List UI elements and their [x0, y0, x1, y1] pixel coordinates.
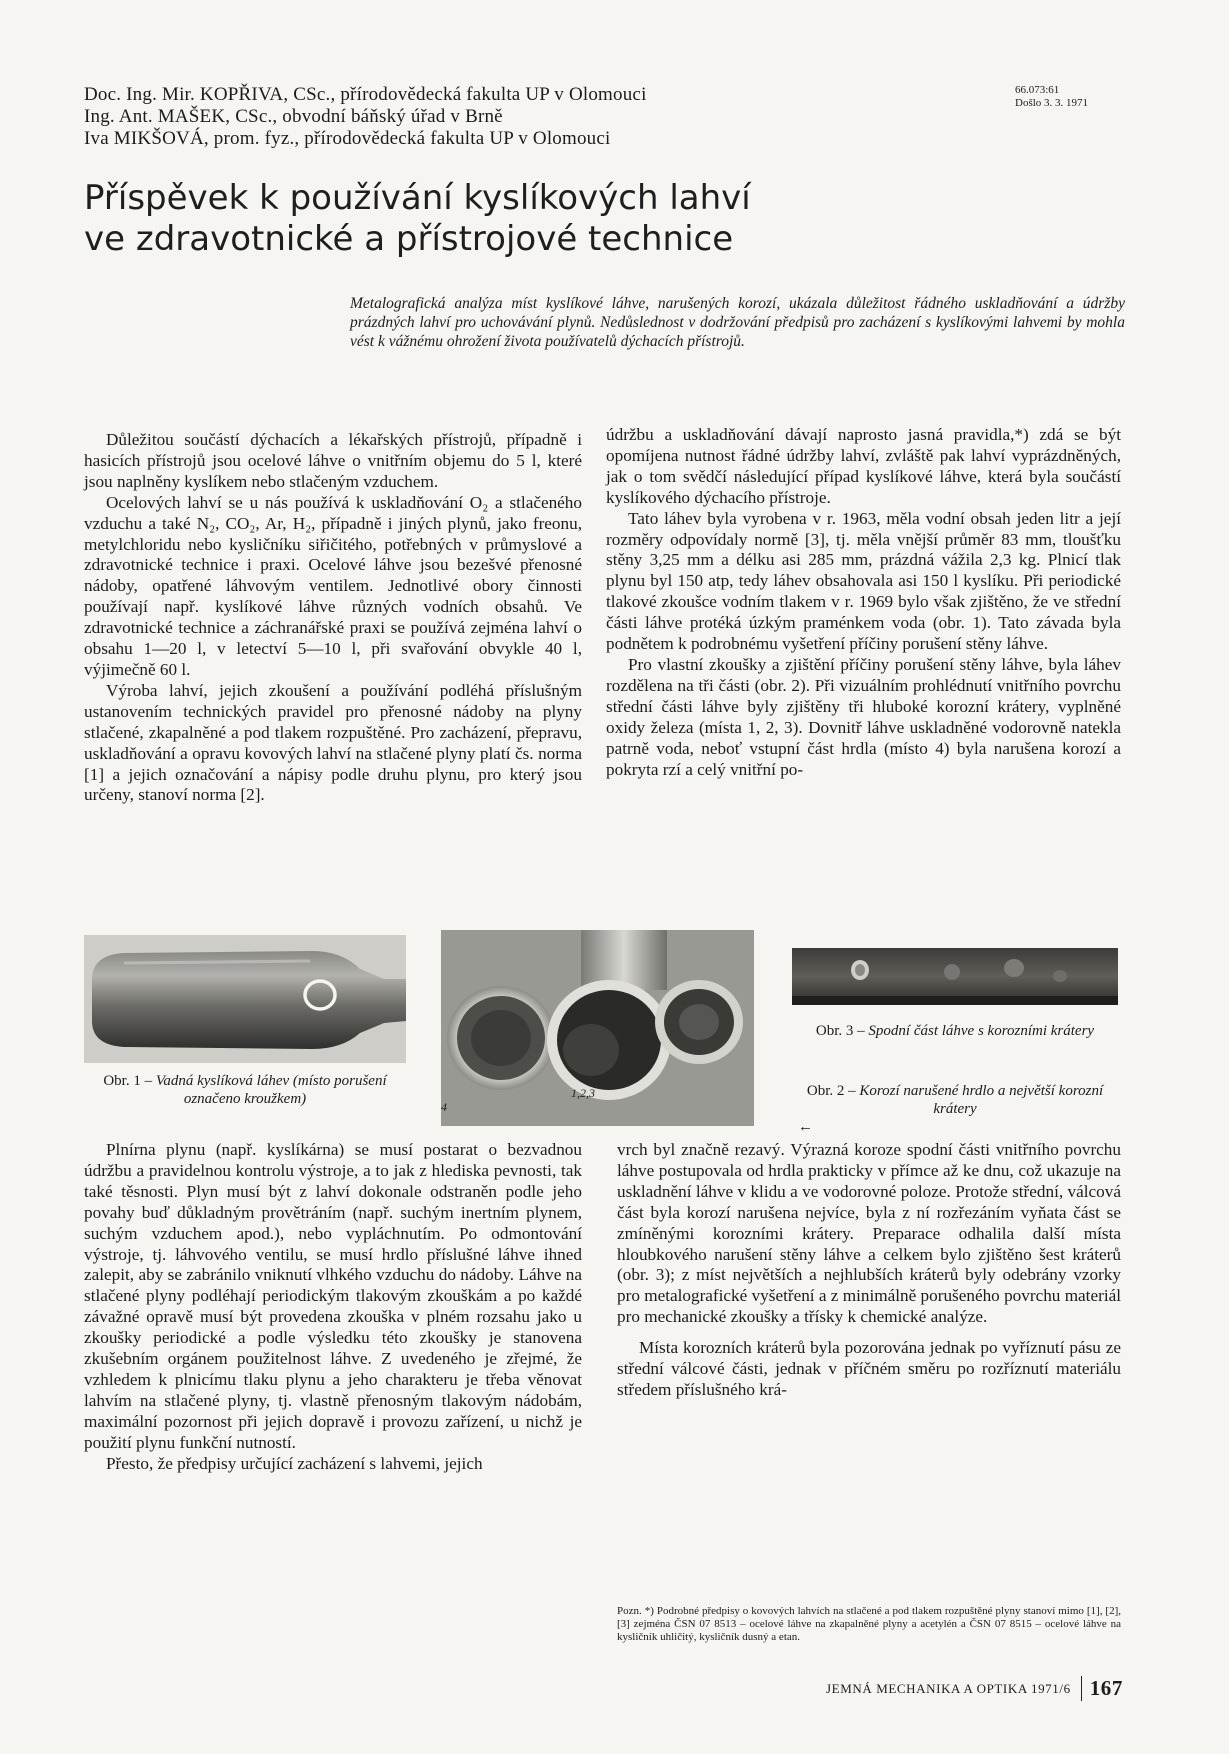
- author-line: Doc. Ing. Mir. KOPŘIVA, CSc., přírodovědecká fakulta UP v Olomouci: [84, 84, 647, 105]
- caption-text: – Vadná kyslíková láhev (místo porušení označeno kroužkem): [144, 1073, 387, 1107]
- received-date: Došlo 3. 3. 1971: [1015, 97, 1089, 109]
- figure-3-caption: [792, 1022, 1118, 1040]
- caption-text: – Korozí narušené hrdlo a největší korozní krátery: [848, 1083, 1104, 1117]
- body-column-2: [606, 425, 1121, 780]
- figure-1-caption: [84, 1072, 406, 1108]
- left-arrow-icon: ←: [798, 1119, 813, 1135]
- title-line: ve zdravotnické a přístrojové technice: [84, 219, 734, 259]
- author-list: [84, 84, 864, 150]
- paragraph: údržbu a uskladňování dávají naprosto jasná pravidla,*) zdá se být opomíjena nutnost řádné údržby lahví, zvláště pak lahví vyprázdněných, jak o tom svědčí následující případ kyslíkové láhve, která byla součástí kyslíkového dýchacího přístroje.: [606, 425, 1121, 507]
- journal-name: JEMNÁ MECHANIKA A OPTIKA 1971/6: [826, 1680, 1071, 1696]
- page-footer: [826, 1676, 1123, 1701]
- classification-code: 66.073:61: [1015, 84, 1060, 96]
- figure-2-photo: [441, 930, 754, 1126]
- caption-text: – Spodní část láhve s korozními krátery: [857, 1023, 1095, 1039]
- cut-bottle-parts-image: [441, 930, 754, 1126]
- paragraph: Přesto, že předpisy určující zacházení s lahvemi, jejich: [106, 1453, 483, 1473]
- paragraph: vrch byl značně rezavý. Výrazná koroze spodní části vnitřního povrchu láhve postupovala od hrdla prakticky v přímce až ke dnu, což ukazuje na uskladnění láhve v klidu a ve vodorovné poloze. Protože střední, válcová část byla korozí narušena nejvíce, byla z ní rozřezáním vyňata část se zmíněnými korozními krátery. Preparace odhalila další místa hloubkového narušení stěny láhve a celkem bylo zjištěno šest kráterů (obr. 3); z míst největších a nejhlubších kráterů byly odebrány vzorky pro metalografické vyšetření a z minimálně porušeného povrchu materiál pro mechanické zkoušky a třísky k chemické analýze.: [617, 1140, 1121, 1327]
- paragraph: Místa korozních kráterů byla pozorována jednak po vyříznutí pásu ze střední válcové části, jednak v příčném směru po rozříznutí materiálu středem příslušného krá-: [617, 1338, 1121, 1399]
- article-title: [84, 178, 1084, 260]
- body-column-4: [617, 1140, 1121, 1401]
- footnote: Pozn. *) Podrobné předpisy o kovových lahvích na stlačené a pod tlakem rozpuštěné plyny stanoví mimo [1], [2], [3] zejména ČSN 07 8513 – ocelové láhve na zkapalněné plyny a acetylén a ČSN 07 8515 – ocelové láhve na kysličník uhličitý, kysličník dusný a etan.: [617, 1605, 1121, 1643]
- figure-1-photo: [84, 935, 406, 1063]
- abstract: Metalografická analýza míst kyslíkové láhve, narušených korozí, ukázala důležitost řádného uskladňování a údržby prázdných lahví pro uchovávání plynů. Nedůslednost v dodržování předpisů pro zacházení s kyslíkovými lahvemi by mohla vést k vážnému ohrožení života používatelů dýchacích přístrojů.: [350, 295, 1125, 350]
- body-column-3: [84, 1140, 582, 1475]
- figure-label: Obr. 1: [103, 1073, 141, 1089]
- figure-2-mark-4: 4: [441, 1100, 447, 1114]
- paragraph: Pro vlastní zkoušky a zjištění příčiny porušení stěny láhve, byla láhev rozdělena na tři části (obr. 2). Při vizuálním prohlédnutí vnitřního povrchu střední části láhve byly zjištěny tři hluboké korozní krátery, vyplněné oxidy železa (místa 1, 2, 3). Dovnitř láhve uskladněné vodorovně natekla patrně voda, neboť vstupní část hrdla (místo 4) byla narušena korozí a pokryta rzí a celý vnitřní po-: [606, 654, 1121, 779]
- figure-3-photo: [792, 948, 1118, 1005]
- author-line: Ing. Ant. MAŠEK, CSc., obvodní báňský úřad v Brně: [84, 106, 503, 127]
- figure-label: Obr. 2: [806, 1083, 845, 1099]
- body-column-1: [84, 430, 582, 806]
- paragraph: Tato láhev byla vyrobena v r. 1963, měla vodní obsah jeden litr a její rozměry odpovídaly normě [3], tj. měla vnější průměr 83 mm, tloušťku stěny 3,25 mm a délku asi 285 mm, prázdná vážila 2,3 kg. Plnicí tlak plynu byl 150 atp, tedy láhev obsahovala asi 150 l kyslíku. Při periodické tlakové zkoušce vodním tlakem v r. 1969 bylo však zjištěno, že ve střední části láhve protéká úzkým praménkem voda (obr. 1). Tato závada byla podnětem k podrobnému vyšetření příčiny porušení stěny láhve.: [606, 508, 1121, 654]
- figure-label: Obr. 3: [815, 1023, 854, 1039]
- bottle-strip-image: [792, 948, 1118, 1005]
- paragraph: Ocelových lahví se u nás používá k uskladňování O₂ a stlačeného vzduchu a také N₂, CO₂, Ar, H₂, případně i jiných plynů, jako freonu, metylchloridu nebo kysličníku siřičitého, potřebných v průmyslové a zdravotnické technice i praxi. Ocelové láhve jsou bezešvé přenosné nádoby, opatřené láhvovým ventilem. Jednotlivé obory činnosti používají např. kyslíkové láhve různých vodních obsahů. Ve zdravotnické technice a záchranářské praxi se používá zejména lahví o obsahu 1—20 l, v letectví 5—10 l, při svařování obvykle 40 l, výjimečně 60 l.: [84, 492, 582, 679]
- title-line: Příspěvek k používání kyslíkových lahví: [84, 178, 751, 218]
- page-number: 167: [1081, 1676, 1123, 1701]
- oxygen-bottle-image: [84, 935, 406, 1063]
- paragraph: Důležitou součástí dýchacích a lékařských přístrojů, případně i hasicích přístrojů jsou ocelové láhve o vnitřním objemu do 5 l, které jsou naplněny kyslíkem nebo stlačeným vzduchem.: [84, 430, 582, 491]
- paragraph: Plnírna plynu (např. kyslíkárna) se musí postarat o bezvadnou údržbu a pravidelnou kontrolu výstroje, a to jak z hlediska pevnosti, tak také těsnosti. Plyn musí být z lahví dokonale odstraněn podle jeho povahy buď důkladným provětráním (např. suchým inertním plynem, suchým vzduchem apod.), nebo vypláchnutím. Po odmontování výstroje, tj. láhvového ventilu, se musí hrdlo příslušné láhve ihned zalepit, aby se zabránilo vniknutí vlhkého vzduchu do nádoby. Láhve na stlačené plyny podléhají periodickým tlakovým zkouškám a po každé závažné opravě musí být provedena zkouška v plném rozsahu jako u zkoušky periodické a podle výsledku této zkoušky je stanovena zkušebním orgánem použitelnost láhve. Z uvedeného je zřejmé, že vzhledem k plnicímu tlaku plynu a jeho charakteru je třeba věnovat lahvím na stlačené plyny, tj. vlastně přenosným tlakovým nádobám, maximální pozornost při jejich dopravě i provozu zařízení, u nichž je použití plynu funkční nutností.: [84, 1140, 582, 1452]
- paragraph: Výroba lahví, jejich zkoušení a používání podléhá příslušným ustanovením technických pravidel pro přenosné nádoby na plyny stlačené, zkapalněné a pod tlakem rozpuštěné. Pro zacházení, přepravu, uskladňování a opravu kovových lahví na stlačené plyny platí čs. norma [1] a jejich označování a nápisy podle druhu plynu, pro který jsou určeny, stanoví norma [2].: [84, 680, 582, 805]
- figure-2-caption: [792, 1082, 1118, 1136]
- author-line: Iva MIKŠOVÁ, prom. fyz., přírodovědecká fakulta UP v Olomouci: [84, 128, 611, 149]
- figure-2-mark-123: 1,2,3: [571, 1086, 595, 1100]
- classification-block: [1015, 84, 1088, 110]
